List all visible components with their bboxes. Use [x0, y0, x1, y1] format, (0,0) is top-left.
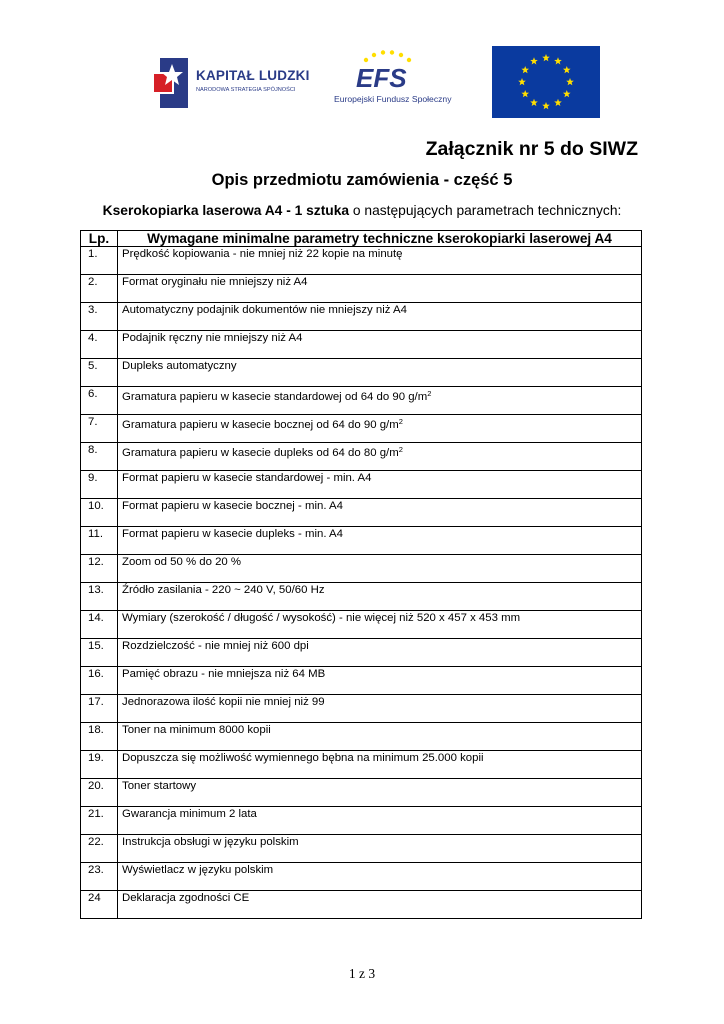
- row-parameter: [118, 415, 642, 443]
- efs-stars-icon: [326, 44, 450, 94]
- table-row: [81, 303, 642, 331]
- table-row: [81, 527, 642, 555]
- spec-table-body: [81, 247, 642, 919]
- kapital-ludzki-emblem-icon: [152, 54, 192, 112]
- kapital-ludzki-logo: [152, 54, 322, 112]
- row-number: 3.: [81, 303, 118, 331]
- row-number: 20.: [81, 779, 118, 807]
- row-parameter-superscript: 2: [398, 417, 403, 426]
- table-row: [81, 723, 642, 751]
- row-parameter-text: Gramatura papieru w kasecie standardowej od 64 do 90 g/m: [122, 391, 428, 403]
- row-parameter-superscript: 2: [427, 389, 432, 398]
- eu-star-icon: [554, 99, 562, 106]
- row-parameter-superscript: 2: [398, 445, 403, 454]
- table-row: [81, 891, 642, 919]
- table-row: [81, 695, 642, 723]
- row-parameter-text: Deklaracja zgodności CE: [122, 892, 250, 904]
- row-number: 17.: [81, 695, 118, 723]
- row-parameter-text: Pamięć obrazu - nie mniejsza niż 64 MB: [122, 668, 326, 680]
- row-parameter: [118, 667, 642, 695]
- row-parameter: [118, 639, 642, 667]
- table-row: [81, 583, 642, 611]
- logo-bar: [0, 44, 724, 120]
- row-parameter-text: Podajnik ręczny nie mniejszy niż A4: [122, 332, 303, 344]
- table-row: [81, 555, 642, 583]
- row-parameter: [118, 275, 642, 303]
- row-number: 21.: [81, 807, 118, 835]
- row-parameter-text: Format papieru w kasecie standardowej - min. A4: [122, 472, 372, 484]
- row-parameter: [118, 611, 642, 639]
- table-row: [81, 751, 642, 779]
- row-number: 18.: [81, 723, 118, 751]
- efs-logo: [326, 44, 450, 120]
- eu-star-icon: [518, 78, 526, 85]
- kapital-ludzki-title: KAPITAŁ LUDZKI: [196, 68, 310, 83]
- table-row: [81, 667, 642, 695]
- row-parameter-text: Gramatura papieru w kasecie bocznej od 64 do 90 g/m: [122, 419, 399, 431]
- row-number: 1.: [81, 247, 118, 275]
- row-parameter-text: Jednorazowa ilość kopii nie mniej niż 99: [122, 696, 325, 708]
- row-parameter: [118, 387, 642, 415]
- header-parameters: Wymagane minimalne parametry techniczne kserokopiarki laserowej A4: [118, 231, 642, 247]
- row-parameter-text: Dopuszcza się możliwość wymiennego bębna na minimum 25.000 kopii: [122, 752, 484, 764]
- eu-flag-logo: [492, 46, 600, 118]
- row-parameter: [118, 751, 642, 779]
- row-parameter: [118, 303, 642, 331]
- table-row: [81, 415, 642, 443]
- row-parameter: [118, 863, 642, 891]
- row-parameter-text: Automatyczny podajnik dokumentów nie mniejszy niż A4: [122, 304, 407, 316]
- row-parameter-text: Format papieru w kasecie dupleks - min. A4: [122, 528, 343, 540]
- row-parameter: [118, 555, 642, 583]
- row-parameter: [118, 835, 642, 863]
- table-row: [81, 639, 642, 667]
- spec-table: [80, 230, 642, 919]
- eu-star-icon: [521, 90, 529, 97]
- row-parameter: [118, 247, 642, 275]
- row-number: 4.: [81, 331, 118, 359]
- row-parameter: [118, 891, 642, 919]
- efs-subtitle: Europejski Fundusz Społeczny: [334, 94, 452, 104]
- table-row: [81, 443, 642, 471]
- table-row: [81, 779, 642, 807]
- row-parameter: [118, 499, 642, 527]
- row-parameter-text: Gramatura papieru w kasecie dupleks od 64 do 80 g/m: [122, 447, 399, 459]
- eu-star-icon: [521, 66, 529, 73]
- row-parameter-text: Toner na minimum 8000 kopii: [122, 724, 271, 736]
- table-row: [81, 499, 642, 527]
- row-parameter-text: Prędkość kopiowania - nie mniej niż 22 kopie na minutę: [122, 248, 403, 260]
- row-parameter-text: Format papieru w kasecie bocznej - min. A4: [122, 500, 343, 512]
- row-parameter-text: Dupleks automatyczny: [122, 360, 237, 372]
- row-number: 11.: [81, 527, 118, 555]
- row-number: 23.: [81, 863, 118, 891]
- eu-star-icon: [542, 54, 550, 61]
- row-parameter: [118, 359, 642, 387]
- row-parameter-text: Instrukcja obsługi w języku polskim: [122, 836, 299, 848]
- row-number: 6.: [81, 387, 118, 415]
- row-parameter: [118, 779, 642, 807]
- row-parameter: [118, 807, 642, 835]
- eu-star-icon: [563, 90, 571, 97]
- row-parameter-text: Rozdzielczość - nie mniej niż 600 dpi: [122, 640, 309, 652]
- table-row: [81, 359, 642, 387]
- row-number: 9.: [81, 471, 118, 499]
- row-parameter: [118, 695, 642, 723]
- row-parameter: [118, 583, 642, 611]
- row-number: 8.: [81, 443, 118, 471]
- page-number: 1 z 3: [348, 966, 376, 981]
- eu-stars-icon: [492, 46, 600, 118]
- row-number: 12.: [81, 555, 118, 583]
- eu-star-icon: [530, 99, 538, 106]
- header-lp: Lp.: [81, 231, 118, 247]
- row-parameter: [118, 443, 642, 471]
- table-row: [81, 471, 642, 499]
- row-number: 22.: [81, 835, 118, 863]
- intro-rest: o następujących parametrach technicznych:: [349, 203, 622, 218]
- row-parameter-text: Wyświetlacz w języku polskim: [122, 864, 274, 876]
- row-number: 16.: [81, 667, 118, 695]
- document-subtitle: Opis przedmiotu zamówienia - część 5: [211, 171, 513, 189]
- row-parameter-text: Toner startowy: [122, 780, 197, 792]
- eu-star-icon: [542, 102, 550, 109]
- intro-line: [0, 203, 724, 218]
- intro-bold: Kserokopiarka laserowa A4 - 1 sztuka: [102, 203, 350, 218]
- row-number: 2.: [81, 275, 118, 303]
- table-row: [81, 387, 642, 415]
- eu-star-icon: [563, 66, 571, 73]
- table-row: [81, 331, 642, 359]
- eu-star-icon: [566, 78, 574, 85]
- row-number: 15.: [81, 639, 118, 667]
- eu-star-icon: [554, 57, 562, 64]
- row-parameter: [118, 331, 642, 359]
- kapital-ludzki-subtitle: NARODOWA STRATEGIA SPÓJNOŚCI: [196, 87, 296, 93]
- row-parameter-text: Źródło zasilania - 220 ~ 240 V, 50/60 Hz: [122, 584, 325, 596]
- table-row: [81, 863, 642, 891]
- table-row: [81, 247, 642, 275]
- row-parameter-text: Zoom od 50 % do 20 %: [122, 556, 242, 568]
- row-number: 19.: [81, 751, 118, 779]
- row-parameter-text: Gwarancja minimum 2 lata: [122, 808, 257, 820]
- row-parameter: [118, 723, 642, 751]
- table-header-row: [81, 231, 642, 247]
- table-row: [81, 611, 642, 639]
- row-number: 5.: [81, 359, 118, 387]
- table-row: [81, 835, 642, 863]
- svg-text:EFS: EFS: [356, 63, 407, 93]
- row-number: 24: [81, 891, 118, 919]
- annex-title: Załącznik nr 5 do SIWZ: [425, 138, 638, 160]
- row-parameter-text: Format oryginału nie mniejszy niż A4: [122, 276, 308, 288]
- row-number: 13.: [81, 583, 118, 611]
- row-number: 14.: [81, 611, 118, 639]
- row-parameter: [118, 471, 642, 499]
- row-parameter-text: Wymiary (szerokość / długość / wysokość) - nie więcej niż 520 x 457 x 453 mm: [122, 612, 521, 624]
- row-number: 10.: [81, 499, 118, 527]
- row-number: 7.: [81, 415, 118, 443]
- row-parameter: [118, 527, 642, 555]
- table-row: [81, 275, 642, 303]
- eu-star-icon: [530, 57, 538, 64]
- table-row: [81, 807, 642, 835]
